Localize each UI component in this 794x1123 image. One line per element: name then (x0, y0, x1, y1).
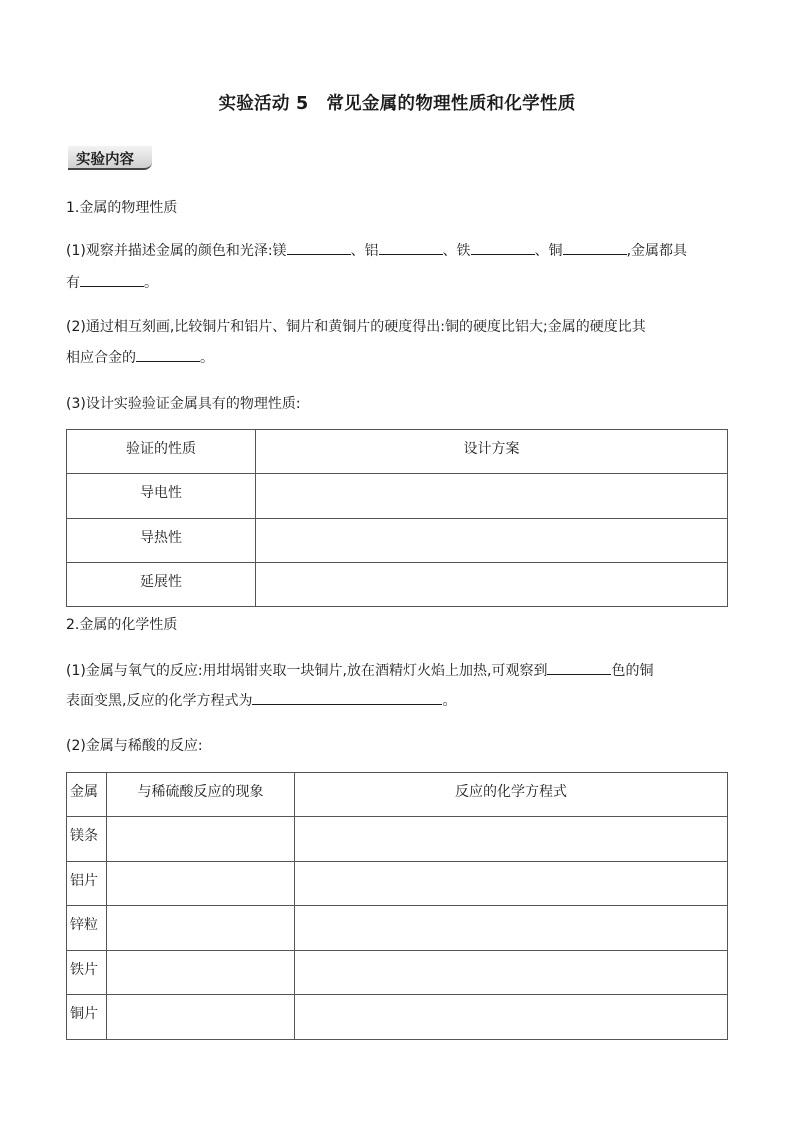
table-row (67, 563, 728, 607)
part1-q1-line1: (1)观察并描述金属的颜色和光泽:镁 、铝 、铁 、铜 ,金属都具 (66, 240, 687, 260)
answer-blank[interactable] (287, 240, 351, 255)
design-plan-cell[interactable] (256, 474, 728, 519)
section-tag (68, 146, 152, 170)
table-header-cell: 验证的性质 (67, 430, 256, 474)
answer-blank[interactable] (471, 240, 535, 255)
answer-blank[interactable] (252, 690, 442, 705)
property-cell: 导热性 (67, 519, 256, 563)
phenomenon-cell[interactable] (107, 862, 295, 906)
table-header-cell: 反应的化学方程式 (295, 773, 728, 817)
part1-heading: 1.金属的物理性质 (66, 200, 178, 216)
part1-q2-line2: 相应合金的 。 (66, 347, 214, 367)
table-row (67, 862, 728, 906)
answer-blank[interactable] (379, 240, 443, 255)
equation-cell[interactable] (295, 906, 728, 951)
metal-cell: 锌粒 (67, 906, 107, 951)
part1-q1-line2: 有 。 (66, 272, 158, 292)
phenomenon-cell[interactable] (107, 817, 295, 862)
physical-properties-table (66, 429, 728, 607)
equation-cell[interactable] (295, 995, 728, 1040)
table-row (67, 519, 728, 563)
answer-blank[interactable] (563, 240, 627, 255)
part2-q1-line1: (1)金属与氧气的反应:用坩埚钳夹取一块铜片,放在酒精灯火焰上加热,可观察到 色的铜 (66, 660, 653, 680)
answer-blank[interactable] (547, 660, 611, 675)
design-plan-cell[interactable] (256, 519, 728, 563)
metal-cell: 镁条 (67, 817, 107, 862)
table-header-row (67, 773, 728, 817)
phenomenon-cell[interactable] (107, 995, 295, 1040)
table-row (67, 995, 728, 1040)
page-title: 实验活动 5 常见金属的物理性质和化学性质 (218, 94, 576, 114)
table-row (67, 951, 728, 995)
property-cell: 导电性 (67, 474, 256, 519)
design-plan-cell[interactable] (256, 563, 728, 607)
answer-blank[interactable] (80, 272, 144, 287)
table-header-row (67, 430, 728, 474)
table-row (67, 817, 728, 862)
metal-cell: 铁片 (67, 951, 107, 995)
part1-q3: (3)设计实验验证金属具有的物理性质: (66, 396, 301, 412)
property-cell: 延展性 (67, 563, 256, 607)
equation-cell[interactable] (295, 951, 728, 995)
table-header-cell: 与稀硫酸反应的现象 (107, 773, 295, 817)
table-row (67, 906, 728, 951)
metal-cell: 铜片 (67, 995, 107, 1040)
phenomenon-cell[interactable] (107, 906, 295, 951)
part2-q1-line2: 表面变黑,反应的化学方程式为 。 (66, 690, 456, 710)
equation-cell[interactable] (295, 817, 728, 862)
answer-blank[interactable] (136, 347, 200, 362)
metal-cell: 铝片 (67, 862, 107, 906)
equation-cell[interactable] (295, 862, 728, 906)
part1-q2-line1: (2)通过相互刻画,比较铜片和铝片、铜片和黄铜片的硬度得出:铜的硬度比铝大;金属的硬度比其 (66, 319, 646, 335)
table-header-cell: 金属 (67, 773, 107, 817)
part2-heading: 2.金属的化学性质 (66, 617, 178, 633)
section-tag-label: 实验内容 (76, 152, 134, 168)
table-header-cell: 设计方案 (256, 430, 728, 474)
table-row (67, 474, 728, 519)
acid-reaction-table (66, 772, 728, 1040)
phenomenon-cell[interactable] (107, 951, 295, 995)
part2-q2: (2)金属与稀酸的反应: (66, 738, 203, 754)
